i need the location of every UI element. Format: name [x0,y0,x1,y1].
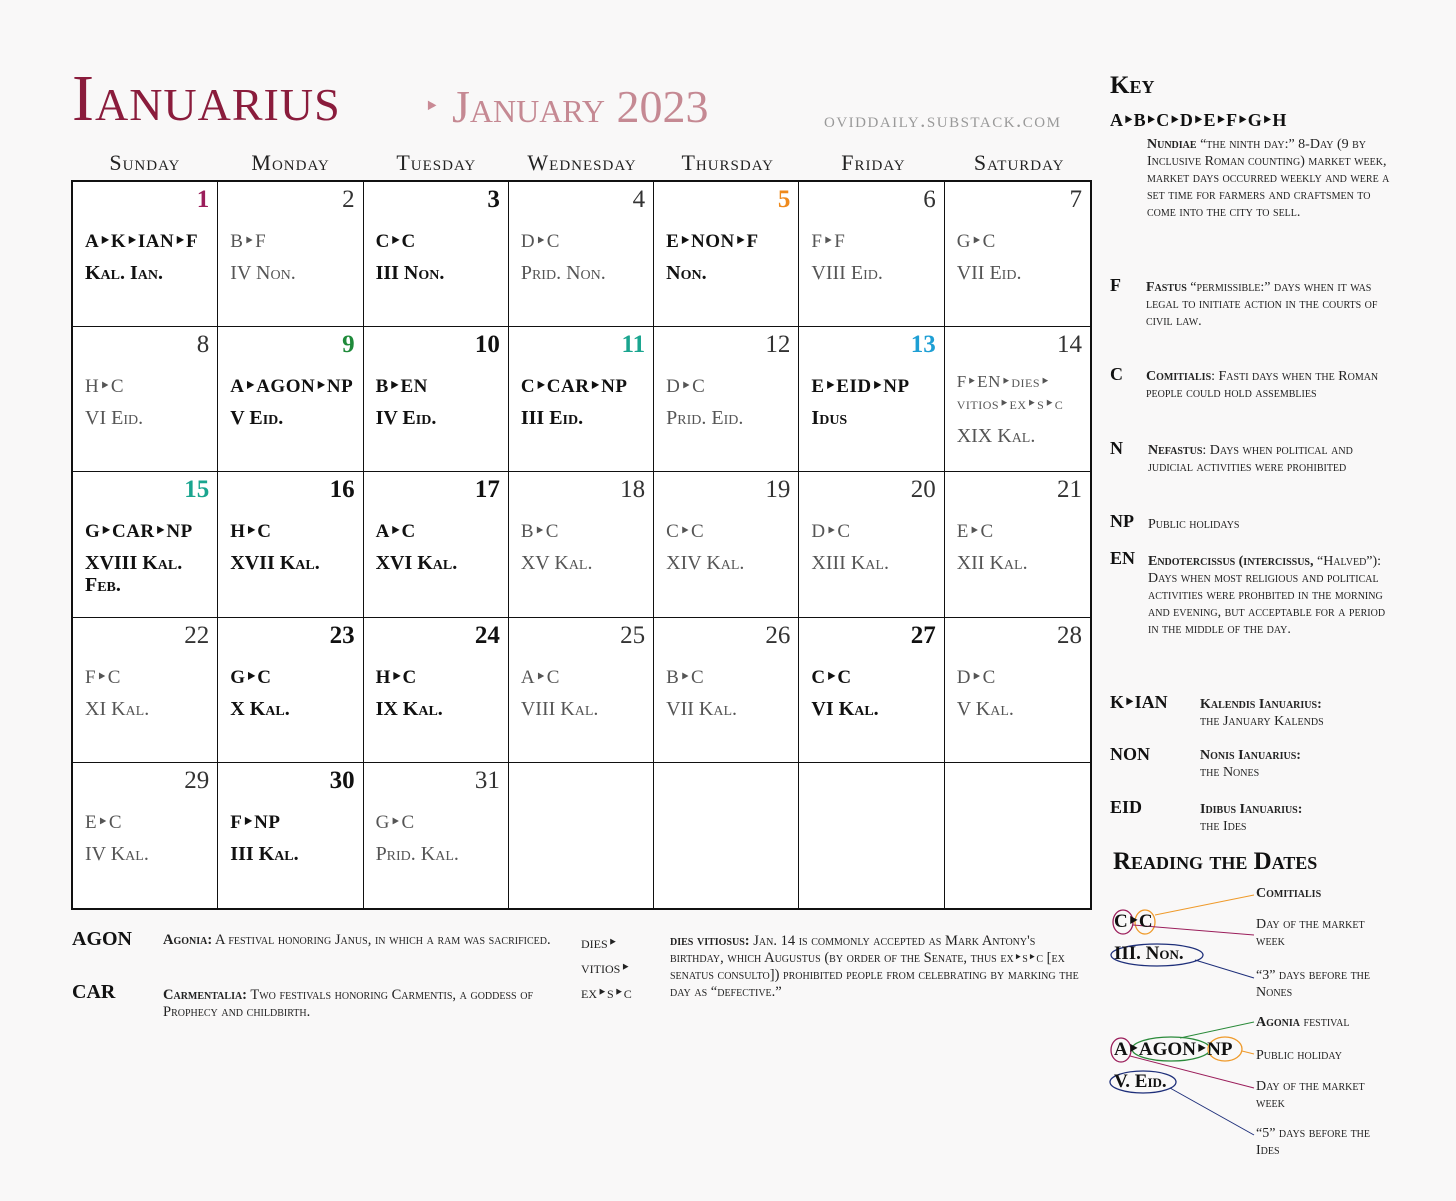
key-en-term: EN [1110,548,1136,568]
footnote-car-term: CAR [72,981,116,1003]
footnote-dies-name: dies vitiosus: [670,933,750,949]
day-notation: D‣C [520,231,560,252]
day-notation: F‣F [811,231,846,252]
day-number: 9 [342,331,355,359]
day-notation: C‣C [811,666,852,688]
key-c-text: : Fasti days when the Roman people could hold assemblies [1146,369,1379,401]
day-number: 1 [196,186,210,213]
reading-label-agonia-name: Agonia [1256,1015,1301,1030]
roman-date: X Kal. [230,697,290,720]
reading-label-agonia [1256,1014,1349,1031]
footnote-car-name: Carmentalia: [163,987,248,1003]
page-subtitle: January 2023 [452,81,709,132]
day-cell-14 [945,327,1090,472]
day-notation: G‣CAR‣NP [85,521,193,543]
day-cell-20 [799,472,944,617]
footnote-agon-definition [163,932,558,949]
day-notation: C‣CAR‣NP [520,376,628,398]
key-eid-term: EID [1110,797,1143,817]
day-number: 28 [1057,621,1082,649]
reading-example-2-line2: V. Eid. [1114,1071,1167,1092]
day-cell-13 [799,327,944,472]
weekday-friday: Friday [841,150,906,175]
roman-date: Prid. Non. [520,262,606,284]
weekday-header-row [72,150,1092,180]
reading-label-market-2: Day of the market week [1256,1079,1365,1111]
key-non-description [1200,747,1400,781]
day-number: 25 [620,621,646,649]
day-notation: A‣C [375,521,416,543]
weekday-thursday: Thursday [681,150,775,175]
day-cell-23 [218,618,363,763]
calendar-grid [71,180,1092,910]
day-number: 8 [196,331,210,359]
day-cell-29 [73,763,218,908]
roman-date: XV Kal. [520,552,593,575]
day-number: 10 [474,331,500,359]
connector-holiday [1242,1051,1254,1054]
day-notation: A‣AGON‣NP [230,376,354,398]
weekday-sunday: Sunday [109,150,181,175]
day-notation: F‣EN‣dies‣ vitios‣ex‣s‣c [956,372,1064,414]
day-notation: E‣EID‣NP [811,376,910,398]
key-n-description [1148,442,1398,476]
key-c-description [1146,368,1396,402]
day-number: 2 [342,186,355,213]
day-cell-16 [218,472,363,617]
day-notation: G‣C [375,811,415,833]
roman-date: IV Kal. [85,842,149,865]
page-title: Ianuarius [72,62,341,135]
day-cell-10 [364,327,509,472]
key-non-text: the Nones [1200,765,1260,780]
key-np-description: Public holidays [1148,517,1240,532]
day-notation: F‣NP [230,811,281,833]
connector-nones [1195,960,1254,978]
day-cell-22 [73,618,218,763]
roman-date: V Eid. [230,407,284,430]
day-number: 29 [184,766,210,794]
roman-date: III Eid. [520,407,584,430]
day-cell-6 [799,182,944,327]
day-number: 26 [765,621,791,649]
roman-date: V Kal. [956,697,1014,720]
footnote-dies-term: dies‣ vitios‣ ex‣s‣c [581,933,632,1002]
day-number: 24 [474,621,500,649]
day-number: 23 [329,621,355,649]
key-kian-text: the January Kalends [1200,714,1324,729]
day-number: 31 [474,766,500,794]
website-url: oviddaily.substack.com [824,108,1062,132]
day-notation: C‣C [375,231,416,252]
day-cell-3 [364,182,509,327]
roman-date: IV Non. [230,262,296,284]
day-number: 5 [777,186,791,213]
connector-ides [1170,1088,1254,1135]
title-separator: ‣ [424,92,440,121]
footnote-agon-name: Agonia: [163,932,213,948]
key-f-name: Fastus [1146,280,1187,295]
key-non-name: Nonis Ianuarius: [1200,748,1301,763]
day-cell-21 [945,472,1090,617]
day-number: 3 [487,186,500,213]
key-f-text: “permissible:” days when it was legal to initiate action in the courts of civil law. [1146,280,1378,329]
day-cell-4 [509,182,654,327]
day-number: 19 [765,476,791,504]
roman-date: XVI Kal. [375,552,458,575]
roman-date: Non. [666,262,707,284]
weekday-monday: Monday [251,150,330,175]
reading-label-market-1: Day of the market week [1256,917,1365,949]
roman-date: III Non. [375,262,445,284]
key-f-description [1146,279,1396,330]
day-number: 22 [184,621,210,649]
day-notation: G‣C [230,666,272,688]
day-notation: H‣C [85,376,125,398]
reading-label-agonia-rest: festival [1300,1015,1350,1030]
key-nundiae-text: “the ninth day:” 8-Day (9 by Inclusive Roman counting) market week, market days occurred weekly and were a set time for farmers and craftsmen to come into the city to sell. [1147,137,1390,220]
reading-dates-title: Reading the Dates [1113,848,1318,875]
roman-date: XII Kal. [956,552,1028,575]
day-cell-8 [73,327,218,472]
day-number: 15 [184,476,210,504]
day-notation: F‣C [85,666,121,688]
reading-label-nones: “3” days before the Nones [1256,968,1371,1000]
day-notation: B‣F [230,231,267,252]
footnote-agon-term: AGON [72,928,132,950]
key-eid-text: the Ides [1200,819,1247,834]
key-eid-name: Idibus Ianuarius: [1200,802,1303,817]
day-cell-19 [654,472,799,617]
key-n-name: Nefastus [1148,443,1203,458]
day-cell-30 [218,763,363,908]
day-number: 7 [1069,186,1082,213]
day-cell-5 [654,182,799,327]
reading-label-comitialis-text: Comitialis [1256,886,1322,901]
day-cell-empty [799,763,944,908]
key-np-term: NP [1110,511,1134,531]
key-n-term: N [1110,438,1123,458]
day-notation: H‣C [375,666,417,688]
key-eid-description [1200,801,1400,835]
day-number: 12 [765,331,791,359]
weekday-wednesday: Wednesday [527,150,637,175]
day-notation: E‣C [85,811,122,833]
key-non-term: NON [1110,744,1150,764]
day-notation: D‣C [666,376,706,398]
day-cell-2 [218,182,363,327]
day-number: 4 [632,186,646,213]
day-notation: B‣C [520,521,559,543]
day-number: 13 [910,331,936,359]
day-cell-24 [364,618,509,763]
day-number: 20 [910,476,936,504]
weekday-saturday: Saturday [973,150,1065,175]
footnote-agon-text: A festival honoring Janus, in which a ram was sacrificed. [212,932,551,948]
day-cell-1 [73,182,218,327]
day-cell-15 [73,472,218,617]
day-notation: A‣C [520,666,560,688]
key-nundiae-name: Nundiae [1147,137,1197,152]
day-notation: D‣C [956,666,996,688]
key-title: Key [1110,72,1155,99]
key-en-name: Endotercissus (intercissus, [1148,554,1314,569]
key-c-term: C [1110,364,1123,384]
day-cell-empty [509,763,654,908]
roman-date: IX Kal. [375,697,443,720]
day-notation: D‣C [811,521,851,543]
day-number: 6 [923,186,936,213]
roman-date: IV Eid. [375,407,437,430]
roman-date: VIII Eid. [811,262,883,284]
key-letters: A‣B‣C‣D‣E‣F‣G‣H [1110,110,1287,130]
roman-date: XVIII Kal. Feb. [85,552,183,597]
day-number: 16 [329,476,355,504]
roman-date: Prid. Eid. [666,407,744,430]
day-number: 11 [621,331,646,359]
footnote-dies-text: Jan. 14 is commonly accepted as Mark Antony's birthday, which Augustus (by order of the Senate, thus ex‣s‣c [ex senatus consulto]) prohibited people from celebrating by marking the day as “defective.” [670,933,1079,1000]
day-cell-11 [509,327,654,472]
roman-date: VI Kal. [811,697,879,720]
roman-date: XVII Kal. [230,552,320,575]
roman-date: XI Kal. [85,697,150,720]
key-en-text: “Halved”): Days when most religious and political activities were prohbited in the morning and evening, but acceptable for a period in the middle of the day. [1148,554,1386,637]
day-notation: G‣C [956,231,996,252]
day-number: 17 [474,476,500,504]
key-nundiae-description [1147,136,1395,221]
roman-date: III Kal. [230,842,299,865]
day-cell-18 [509,472,654,617]
day-notation: C‣C [666,521,705,543]
reading-example-2-line1: A‣AGON‣NP [1114,1039,1233,1060]
reading-label-ides: “5” days before the Ides [1256,1126,1371,1158]
roman-date: Prid. Kal. [375,842,459,865]
day-cell-empty [945,763,1090,908]
reading-example-1-line1: C‣C [1114,911,1153,932]
day-cell-25 [509,618,654,763]
day-cell-empty [654,763,799,908]
day-cell-12 [654,327,799,472]
day-cell-31 [364,763,509,908]
day-notation: A‣K‣IAN‣F [85,231,199,252]
roman-date: VIII Kal. [520,697,599,720]
key-c-name: Comitialis [1146,369,1212,384]
day-number: 14 [1057,331,1082,359]
roman-date: XIII Kal. [811,552,889,575]
key-n-text: : Days when political and judicial activities were prohibited [1148,443,1353,475]
reading-label-holiday: Public holiday [1256,1048,1342,1063]
roman-date: Kal. Ian. [85,262,164,284]
day-number: 18 [620,476,646,504]
day-notation: E‣C [956,521,994,543]
key-f-term: F [1110,275,1121,295]
day-notation: B‣C [666,666,705,688]
footnote-car-definition [163,987,568,1021]
roman-date: XIV Kal. [666,552,745,575]
key-kian-description [1200,696,1400,730]
day-number: 30 [329,766,355,794]
day-cell-27 [799,618,944,763]
day-cell-7 [945,182,1090,327]
roman-date: VII Eid. [956,262,1022,284]
day-notation: H‣C [230,521,272,543]
weekday-tuesday: Tuesday [396,150,477,175]
roman-date: Idus [811,407,848,430]
day-cell-26 [654,618,799,763]
key-en-description [1148,553,1398,638]
day-cell-9 [218,327,363,472]
day-notation: E‣NON‣F [666,231,759,252]
footnote-dies-definition [670,933,1090,1001]
roman-date: XIX Kal. [956,425,1036,448]
roman-date: VI Eid. [85,407,144,430]
day-number: 27 [910,621,936,649]
key-kian-name: Kalendis Ianuarius: [1200,697,1322,712]
reading-label-comitialis [1256,885,1321,902]
connector-agonia [1180,1022,1254,1038]
footnote-car-text: Two festivals honoring Carmentis, a goddess of Prophecy and childbirth. [163,987,534,1020]
reading-example-1-line2: III. Non. [1114,943,1184,964]
key-kian-term: K‣IAN [1110,692,1168,712]
day-notation: B‣EN [375,376,428,398]
day-number: 21 [1057,476,1082,504]
day-cell-17 [364,472,509,617]
roman-date: VII Kal. [666,697,738,720]
connector-comitialis [1155,895,1254,915]
day-cell-28 [945,618,1090,763]
